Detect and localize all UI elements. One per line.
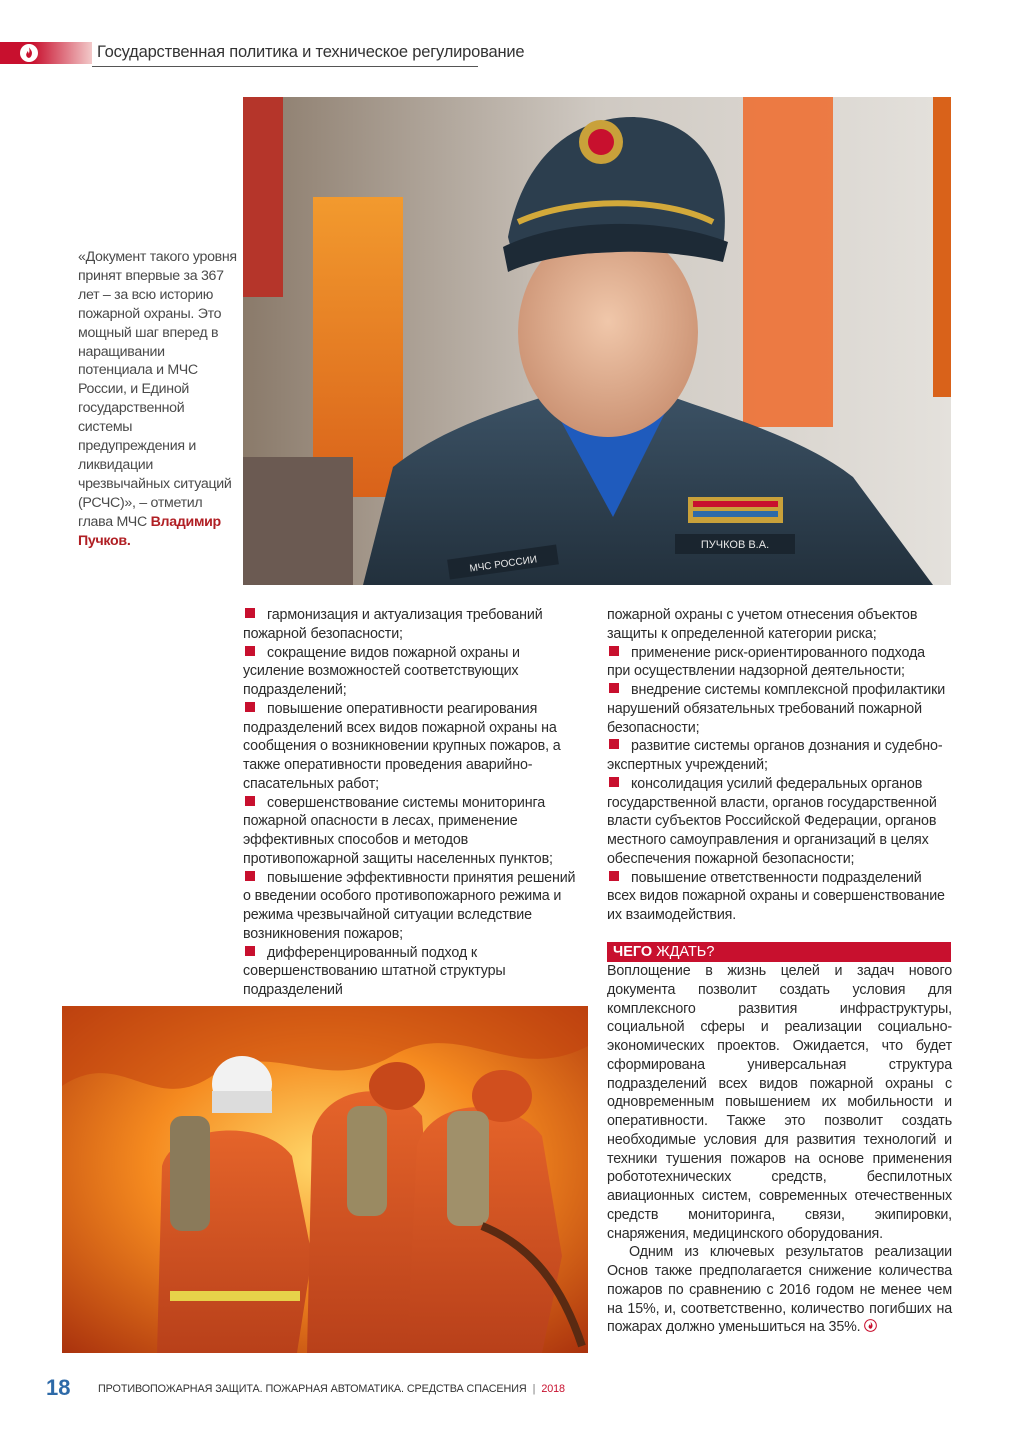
- footer-year: 2018: [541, 1383, 565, 1395]
- header-tab: [0, 42, 92, 64]
- footer: [98, 1383, 565, 1395]
- section-header-title: Государственная политика и техническое регулирование: [97, 43, 525, 61]
- list-item: внедрение системы комплексной профилактики нарушений обязательных требований пожарной безопасности;: [607, 682, 946, 736]
- list-item: повышение оперативности реагирования подразделений всех видов пожарной охраны на сообщения о возникновении крупных пожаров, а также оперативности проведения аварийно-спасательных работ;: [243, 700, 561, 792]
- bullet-square-icon: [609, 739, 619, 749]
- flame-icon: [20, 44, 38, 62]
- pull-quote: [78, 248, 238, 551]
- badge-text: МЧС РОССИИ: [468, 554, 538, 575]
- bullet-square-icon: [245, 871, 255, 881]
- left-column: [243, 606, 583, 1000]
- continuation-text: пожарной охраны с учетом отнесения объектов защиты к определенной категории риска;: [607, 607, 918, 642]
- page-number: 18: [46, 1375, 71, 1400]
- header-rule: [92, 66, 478, 67]
- portrait-photo: [243, 97, 951, 585]
- firefighters-photo: [62, 1006, 588, 1353]
- bullet-square-icon: [609, 683, 619, 693]
- list-item: дифференцированный подход к совершенствованию штатной структуры подразделений: [243, 944, 506, 998]
- end-flame-icon: [864, 1319, 877, 1332]
- quote-author: Владимир Пучков.: [78, 513, 221, 549]
- quote-text: «Документ такого уровня принят впервые за 367 лет – за всю историю пожарной охраны. Это мощный шаг вперед в наращивании потенциала и МЧС России, и Единой государственной системы предупреждения и ликвидации чрезвычайных ситуаций (РСЧС)», – отметил глава МЧС: [78, 249, 237, 530]
- list-item: сокращение видов пожарной охраны и усиление возможностей соответствующих подразделений;: [243, 644, 520, 698]
- name-tag-text: ПУЧКОВ В.А.: [700, 539, 770, 551]
- bullet-square-icon: [245, 946, 255, 956]
- bullet-square-icon: [245, 646, 255, 656]
- section-heading-bold: ЧЕГО: [613, 944, 653, 960]
- section-paragraph-1: Воплощение в жизнь целей и задач нового документа позволит создать условия для комплексного развития инфраструктуры, социальной сферы и реализации социально-экономических проектов. Ожидается, что будет сформирована универсальная структура подразделений всех видов пожарной охраны с одновременным повышением их мобильности и оперативности. Также это позволит создать необходимые условия для развития технологий и техники тушения пожаров на основе применения робототехнических средств, беспилотных авиационных систем, современных отечественных средств мониторинга, связи, экипировки, снаряжения, медицинского оборудования.: [607, 963, 952, 1242]
- bullet-square-icon: [609, 777, 619, 787]
- list-item: повышение ответственности подразделений всех видов пожарной охраны и совершенствование их взаимодействия.: [607, 869, 945, 923]
- list-item: повышение эффективности принятия решений о введении особого противопожарного режима и режима чрезвычайной ситуации вследствие возникновения пожаров;: [243, 869, 576, 942]
- journal-title: ПРОТИВОПОЖАРНАЯ ЗАЩИТА. ПОЖАРНАЯ АВТОМАТИКА. СРЕДСТВА СПАСЕНИЯ: [98, 1383, 527, 1395]
- section-heading-rest: ЖДАТЬ?: [652, 944, 715, 960]
- list-item: консолидация усилий федеральных органов государственной власти, органов государственной власти субъектов Российской Федерации, органов местного самоуправления и организаций в целях обеспечения пожарной безопасности;: [607, 775, 937, 867]
- bullet-square-icon: [245, 796, 255, 806]
- list-item: развитие системы органов дознания и судебно-экспертных учреждений;: [607, 738, 943, 773]
- bullet-square-icon: [609, 871, 619, 881]
- right-column: [607, 606, 952, 925]
- footer-separator: |: [532, 1383, 536, 1395]
- bullet-square-icon: [245, 608, 255, 618]
- bullet-square-icon: [245, 702, 255, 712]
- bullet-square-icon: [609, 646, 619, 656]
- list-item: совершенствование системы мониторинга пожарной опасности в лесах, применение эффективных способов и методов противопожарной защиты населенных пунктов;: [243, 794, 553, 867]
- list-item: применение риск-ориентированного подхода при осуществлении надзорной деятельности;: [607, 644, 925, 680]
- list-item: гармонизация и актуализация требований пожарной безопасности;: [243, 607, 543, 642]
- section-paragraph-2: Одним из ключевых результатов реализации Основ также предполагается снижение количества пожаров по сравнению с 2016 годом не менее чем на 15%, и, соответственно, количество погибших на пожарах должно уменьшиться на 35%.: [607, 1244, 952, 1336]
- section-body: [607, 962, 952, 1337]
- section-heading: [607, 942, 951, 962]
